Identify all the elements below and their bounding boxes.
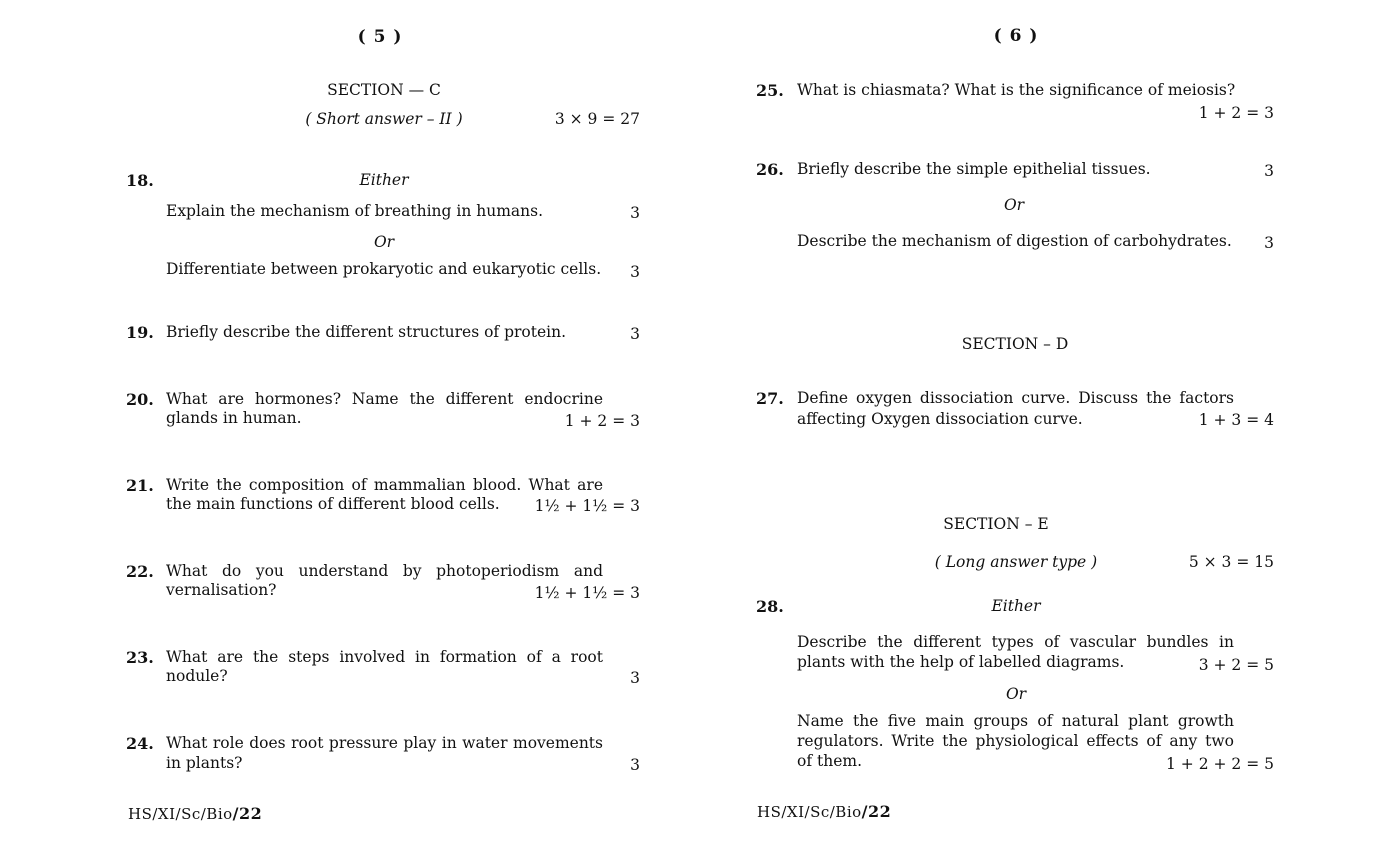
question-number: 20. [126, 390, 154, 409]
question-marks: 3 [1264, 162, 1274, 180]
question-marks: 1 + 2 = 3 [564, 412, 640, 430]
question-number: 18. [126, 171, 154, 190]
question-text: What are hormones? Name the different endocrine [166, 390, 603, 408]
page-number: ( 5 ) [357, 27, 403, 47]
question-marks: 1 + 2 = 3 [1198, 104, 1274, 122]
question-text: glands in human. [166, 409, 302, 427]
question-marks: 3 [630, 325, 640, 343]
question-marks: 1½ + 1½ = 3 [534, 584, 640, 602]
question-text: Differentiate between prokaryotic and eukaryotic cells. [166, 260, 602, 278]
or-label: Or [1003, 196, 1025, 214]
footer-code: HS/XI/Sc/Bio/22 [757, 802, 892, 821]
question-text: nodule? [166, 667, 228, 685]
section-title: SECTION – D [961, 335, 1069, 353]
question-text: of them. [797, 752, 863, 770]
question-marks: 1 + 2 + 2 = 5 [1166, 755, 1274, 773]
question-number: 25. [756, 81, 784, 100]
question-text: Name the five main groups of natural plant growth [797, 712, 1234, 730]
question-marks: 3 [1264, 234, 1274, 252]
question-marks: 3 [630, 263, 640, 281]
question-text: regulators. Write the physiological effects of any two [797, 732, 1234, 750]
question-text: in plants? [166, 754, 243, 772]
question-text: What are the steps involved in formation of a root [166, 648, 603, 666]
section-marks: 5 × 3 = 15 [1188, 553, 1274, 571]
question-marks: 3 [630, 204, 640, 222]
question-number: 23. [126, 648, 154, 667]
question-text: plants with the help of labelled diagrams. [797, 653, 1125, 671]
question-text: vernalisation? [166, 581, 277, 599]
section-marks: 3 × 9 = 27 [554, 110, 640, 128]
question-text: Define oxygen dissociation curve. Discuss the factors [797, 389, 1234, 407]
question-text: Explain the mechanism of breathing in humans. [166, 202, 544, 220]
question-number: 21. [126, 476, 154, 495]
question-text: What do you understand by photoperiodism and [166, 562, 603, 580]
section-subtitle: ( Long answer type ) [934, 553, 1098, 571]
question-text: Briefly describe the simple epithelial tissues. [797, 160, 1151, 178]
question-text: Write the composition of mammalian blood. What are [166, 476, 603, 494]
page-number: ( 6 ) [993, 26, 1039, 46]
either-label: Either [991, 597, 1041, 615]
question-number: 22. [126, 562, 154, 581]
question-number: 26. [756, 160, 784, 179]
question-number: 28. [756, 597, 784, 616]
or-label: Or [1005, 685, 1027, 703]
question-text: the main functions of different blood cells. [166, 495, 500, 513]
footer-code: HS/XI/Sc/Bio/22 [128, 804, 263, 823]
question-number: 27. [756, 389, 784, 408]
question-marks: 1 + 3 = 4 [1198, 411, 1274, 429]
question-text: Briefly describe the different structures of protein. [166, 323, 567, 341]
question-marks: 3 + 2 = 5 [1198, 656, 1274, 674]
question-number: 24. [126, 734, 154, 753]
question-marks: 3 [630, 756, 640, 774]
section-subtitle: ( Short answer – II ) [305, 110, 463, 128]
or-label: Or [373, 233, 395, 251]
question-text: What is chiasmata? What is the significance of meiosis? [797, 81, 1236, 99]
question-text: Describe the different types of vascular bundles in [797, 633, 1234, 651]
section-title: SECTION — C [327, 81, 441, 99]
question-marks: 3 [630, 669, 640, 687]
question-text: affecting Oxygen dissociation curve. [797, 410, 1083, 428]
question-marks: 1½ + 1½ = 3 [534, 497, 640, 515]
question-number: 19. [126, 323, 154, 342]
question-text: What role does root pressure play in water movements [166, 734, 603, 752]
either-label: Either [359, 171, 409, 189]
section-title: SECTION – E [943, 515, 1049, 533]
question-text: Describe the mechanism of digestion of carbohydrates. [797, 232, 1232, 250]
